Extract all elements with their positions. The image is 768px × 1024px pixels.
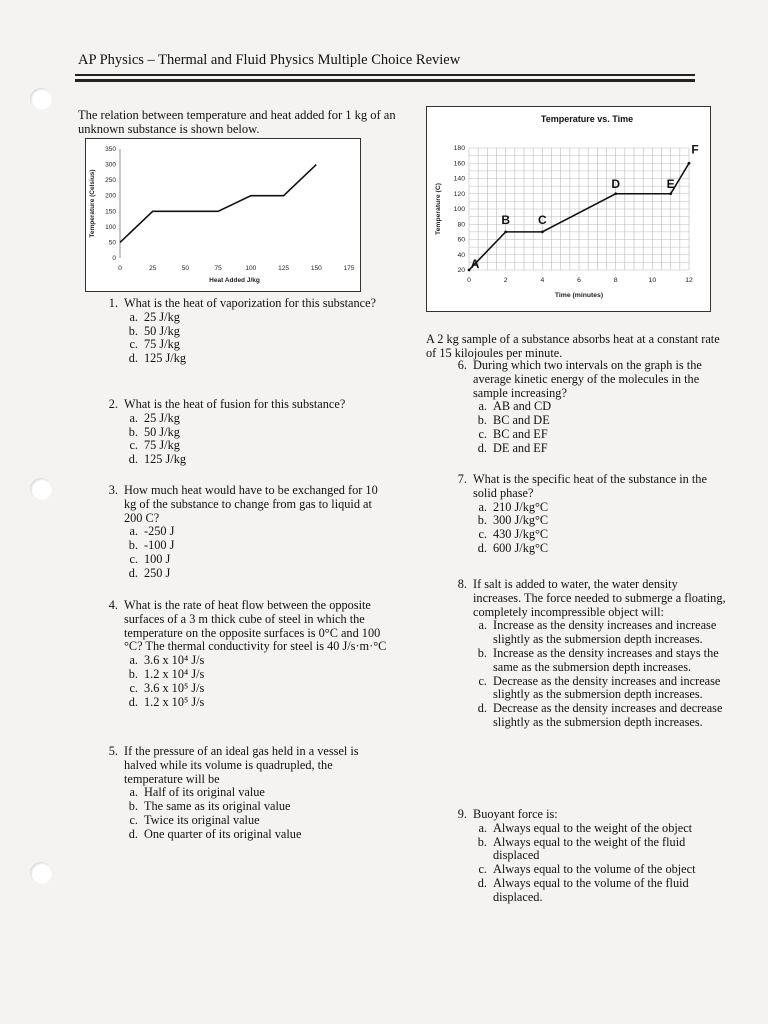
answer-options (447, 400, 717, 455)
data-point (688, 162, 691, 165)
x-axis-label: Heat Added J/kg (209, 277, 260, 284)
page-title: AP Physics – Thermal and Fluid Physics Multiple Choice Review (78, 52, 461, 68)
header-rule-thick (75, 79, 695, 82)
y-tick-label: 160 (453, 160, 465, 168)
option-c[interactable]: c. 75 J/kg (129, 438, 180, 453)
question-text: What is the specific heat of the substance in the solid phase? (473, 472, 707, 500)
option-c[interactable]: c. 100 J (129, 551, 171, 566)
answer-options (98, 525, 388, 580)
x-tick-label: 10 (648, 277, 657, 284)
right-intro-text: A 2 kg sample of a substance absorbs heat at a constant rate of 15 kilojoules per minute. (426, 332, 720, 360)
y-tick-label: 40 (457, 251, 465, 259)
point-label-e: E (666, 176, 675, 191)
point-label-d: D (611, 176, 621, 191)
x-axis-label: Time (minutes) (554, 292, 604, 299)
option-a[interactable]: a. AB and CD (478, 399, 552, 414)
question-text: What is the heat of vaporization for this substance? (124, 296, 377, 310)
y-tick-label: 0 (112, 255, 116, 262)
data-series-line (120, 165, 316, 243)
heat-temperature-chart (86, 139, 360, 291)
x-tick-label: 8 (613, 277, 618, 284)
heat-chart-frame (85, 138, 361, 292)
x-tick-label: 100 (245, 265, 257, 272)
question-1 (98, 297, 388, 366)
data-point (541, 230, 544, 233)
point-label-f: F (691, 142, 699, 157)
question-number: 7. (457, 472, 467, 486)
option-a[interactable]: a. 25 J/kg (129, 309, 180, 324)
y-tick-label: 300 (105, 161, 116, 169)
y-tick-label: 150 (105, 208, 116, 216)
question-text: What is the rate of heat flow between the opposite surfaces of a 3 m thick cube of steel in which the temperature on the opposite surfaces is 0°C and 100 °C? The thermal conductivity for steel is 40 J/s·m·°C (124, 598, 387, 654)
answer-options (447, 822, 727, 905)
option-d[interactable]: d. Decrease as the density increases and decrease slightly as the submersion depth increases. (477, 701, 723, 729)
x-tick-label: 0 (467, 277, 471, 284)
answer-options (98, 412, 388, 467)
option-d[interactable]: d. DE and EF (477, 440, 548, 455)
option-a[interactable]: a. 210 J/kg°C (478, 499, 549, 514)
option-a[interactable]: a. Always equal to the weight of the object (478, 820, 693, 835)
question-text: What is the heat of fusion for this substance? (124, 397, 346, 411)
point-label-c: C (537, 212, 547, 227)
question-number: 6. (457, 358, 467, 372)
option-a[interactable]: a. 25 J/kg (129, 410, 180, 425)
y-tick-label: 50 (108, 239, 116, 247)
question-number: 5. (108, 744, 118, 758)
y-tick-label: 100 (453, 206, 465, 213)
y-axis-label: Temperature (C) (435, 183, 442, 235)
option-b[interactable]: b. The same as its original value (128, 799, 291, 814)
option-a[interactable]: a. Half of its original value (129, 785, 265, 800)
y-tick-label: 20 (457, 267, 465, 274)
question-5 (98, 745, 388, 842)
data-point (669, 192, 672, 195)
header-rule (75, 74, 695, 76)
option-b[interactable]: b. BC and DE (477, 413, 550, 428)
x-tick-label: 125 (278, 265, 290, 272)
option-d[interactable]: d. 1.2 x 10⁵ J/s (128, 694, 205, 709)
y-tick-label: 200 (105, 192, 116, 200)
question-8 (447, 578, 727, 730)
answer-options (98, 654, 388, 709)
option-b[interactable]: b. 1.2 x 10⁴ J/s (128, 666, 205, 681)
binder-hole-bottom (30, 862, 52, 884)
option-c[interactable]: c. BC and EF (478, 426, 548, 441)
temperature-time-chart (427, 107, 710, 311)
option-c[interactable]: c. 3.6 x 10⁵ J/s (129, 680, 205, 695)
time-chart-frame (426, 106, 711, 312)
point-label-a: A (470, 257, 480, 271)
answer-options (447, 501, 717, 556)
option-c[interactable]: c. Decrease as the density increases and increase slightly as the submersion depth increases. (478, 673, 721, 702)
x-tick-label: 75 (214, 265, 222, 272)
x-tick-label: 50 (181, 265, 190, 272)
x-tick-label: 175 (343, 265, 355, 272)
option-c[interactable]: c. 75 J/kg (129, 337, 180, 352)
x-tick-label: 150 (310, 265, 322, 272)
x-tick-label: 0 (118, 265, 122, 272)
option-b[interactable]: b. 50 J/kg (128, 323, 180, 338)
option-b[interactable]: b. Always equal to the weight of the fluid displaced (477, 834, 686, 863)
y-tick-label: 180 (453, 145, 465, 152)
question-3 (98, 484, 388, 581)
option-d[interactable]: d. Always equal to the volume of the fluid displaced. (477, 875, 689, 904)
question-2 (98, 398, 388, 467)
answer-options (447, 619, 727, 729)
y-tick-label: 140 (453, 175, 465, 183)
answer-options (98, 786, 388, 841)
x-tick-label: 25 (149, 265, 157, 272)
x-tick-label: 4 (540, 277, 545, 284)
y-tick-label: 100 (105, 223, 116, 231)
question-text: If salt is added to water, the water density increases. The force needed to submerge a floating, completely incompressible object will: (473, 577, 726, 619)
answer-options (98, 311, 388, 366)
y-tick-label: 80 (457, 221, 465, 229)
question-9 (447, 808, 727, 905)
option-b[interactable]: b. -100 J (128, 538, 175, 553)
x-tick-label: 6 (577, 277, 581, 284)
option-c[interactable]: c. Always equal to the volume of the object (478, 862, 696, 877)
question-number: 4. (108, 598, 118, 612)
option-d[interactable]: d. One quarter of its original value (128, 826, 302, 841)
option-d[interactable]: d. 250 J (128, 565, 171, 580)
option-a[interactable]: a. Increase as the density increases and increase slightly as the submersion depth increases. (478, 618, 717, 647)
option-c[interactable]: c. Twice its original value (129, 812, 260, 827)
point-label-b: B (501, 212, 511, 227)
x-tick-label: 12 (685, 277, 693, 284)
question-4 (98, 599, 388, 709)
option-b[interactable]: b. 50 J/kg (128, 424, 180, 439)
option-b[interactable]: b. 300 J/kg°C (477, 513, 549, 528)
y-tick-label: 120 (453, 190, 465, 198)
y-tick-label: 350 (105, 146, 116, 153)
option-a[interactable]: a. -250 J (129, 524, 175, 539)
question-text: Buoyant force is: (473, 807, 558, 821)
option-a[interactable]: a. 3.6 x 10⁴ J/s (129, 653, 205, 668)
question-text: During which two intervals on the graph is the average kinetic energy of the molecules in the sample increasing? (473, 358, 702, 400)
y-tick-label: 60 (457, 236, 465, 244)
option-b[interactable]: b. Increase as the density increases and stays the same as the submersion depth increases. (477, 645, 719, 674)
binder-hole-top (30, 88, 52, 110)
intro-text: The relation between temperature and heat added for 1 kg of an unknown substance is shown below. (78, 108, 396, 136)
binder-hole-middle (30, 478, 52, 500)
option-d[interactable]: d. 125 J/kg (128, 452, 187, 467)
data-point (504, 230, 507, 233)
chart-title: Temperature vs. Time (540, 114, 634, 124)
option-c[interactable]: c. 430 J/kg°C (478, 527, 549, 542)
question-6 (447, 359, 717, 456)
question-7 (447, 473, 717, 556)
y-axis-label: Temperature (Celsius) (89, 169, 96, 238)
question-number: 3. (108, 483, 118, 497)
question-number: 9. (457, 807, 467, 821)
option-d[interactable]: d. 600 J/kg°C (477, 540, 549, 555)
data-point (614, 192, 617, 195)
x-tick-label: 2 (503, 277, 508, 284)
question-number: 1. (108, 296, 118, 310)
question-number: 8. (457, 577, 467, 591)
question-text: If the pressure of an ideal gas held in a vessel is halved while its volume is quadrupled, the temperature will be (124, 744, 359, 786)
y-tick-label: 250 (105, 177, 116, 185)
question-number: 2. (108, 397, 118, 411)
question-text: How much heat would have to be exchanged for 10 kg of the substance to change from gas to liquid at 200 C? (124, 483, 378, 525)
option-d[interactable]: d. 125 J/kg (128, 351, 187, 366)
